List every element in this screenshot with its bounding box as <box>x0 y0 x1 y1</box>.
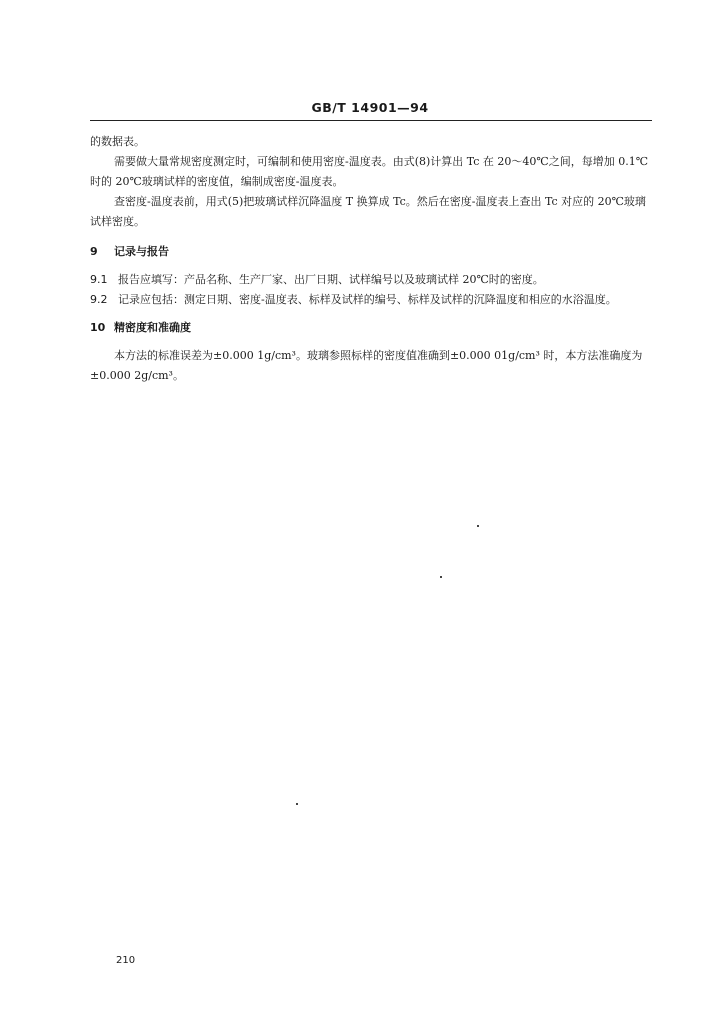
clause-9-2 <box>90 290 652 310</box>
continuation-text: 的数据表。 <box>90 135 145 148</box>
clause-9-2-number: 9.2 <box>90 293 108 306</box>
clause-9-1-text: 报告应填写：产品名称、生产厂家、出厂日期、试样编号以及玻璃试样 20℃时的密度。 <box>118 273 544 286</box>
page-number: 210 <box>116 955 136 966</box>
section-10-title: 精密度和准确度 <box>114 321 191 334</box>
header-rule <box>90 120 652 121</box>
clause-9-2-text: 记录应包括：测定日期、密度-温度表、标样及试样的编号、标样及试样的沉降温度和相应的水浴温度。 <box>118 293 617 306</box>
section-9-title: 记录与报告 <box>114 245 169 258</box>
clause-9-1 <box>90 270 652 290</box>
body-text <box>90 132 652 386</box>
clause-9-1-number: 9.1 <box>90 273 108 286</box>
scan-speck <box>296 803 298 805</box>
section-9-number: 9 <box>90 245 98 258</box>
paragraph-density-table: 需要做大量常规密度测定时，可编制和使用密度-温度表。由式(8)计算出 Tc 在 20～40℃之间，每增加 0.1℃时的 20℃玻璃试样的密度值，编制成密度-温度表。 <box>90 155 649 188</box>
section-10-heading <box>90 318 652 338</box>
paragraph-precision: 本方法的标准误差为±0.000 1g/cm³。玻璃参照标样的密度值准确到±0.000 01g/cm³ 时，本方法准确度为±0.000 2g/cm³。 <box>90 349 643 382</box>
section-10-number: 10 <box>90 321 106 334</box>
paragraph-table-lookup: 查密度-温度表前，用式(5)把玻璃试样沉降温度 T 换算成 Tc。然后在密度-温度表上查出 Tc 对应的 20℃玻璃试样密度。 <box>90 195 646 228</box>
running-header: GB/T 14901—94 <box>311 100 429 115</box>
section-9-heading <box>90 242 652 262</box>
scan-speck <box>477 525 479 527</box>
scan-speck <box>440 576 442 578</box>
